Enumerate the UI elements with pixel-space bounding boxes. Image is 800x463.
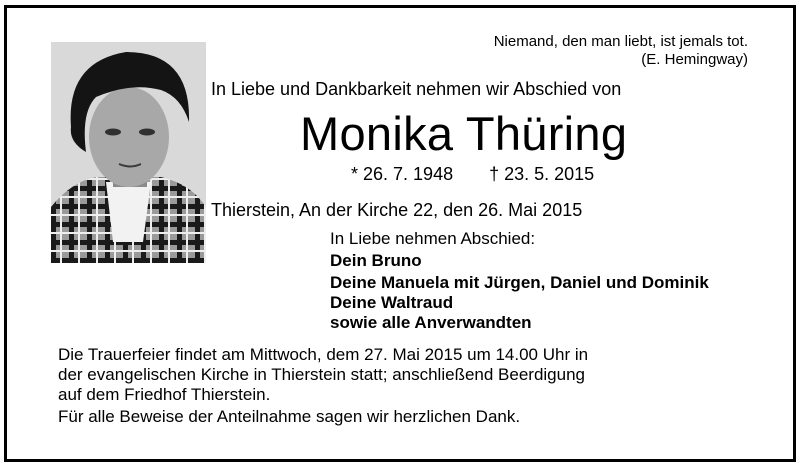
mourner-line: Dein Bruno xyxy=(330,251,422,270)
life-dates xyxy=(351,164,594,185)
birth-date: * 26. 7. 1948 xyxy=(351,164,454,184)
service-line: Die Trauerfeier findet am Mittwoch, dem 27. Mai 2015 um 14.00 Uhr in xyxy=(58,345,589,364)
mourner-line: Deine Manuela mit Jürgen, Daniel und Dominik xyxy=(330,273,709,292)
death-date: † 23. 5. 2015 xyxy=(489,164,595,184)
service-line: der evangelischen Kirche in Thierstein statt; anschließend Beerdigung xyxy=(58,365,585,384)
quote-author: (E. Hemingway) xyxy=(641,51,748,68)
deceased-name: Monika Thüring xyxy=(300,107,628,160)
portrait-photo xyxy=(51,42,206,263)
mourner-line: sowie alle Anverwandten xyxy=(330,313,532,332)
mourners-heading: In Liebe nehmen Abschied: xyxy=(330,229,536,248)
mourner-line: Deine Waltraud xyxy=(330,293,454,312)
service-line: auf dem Friedhof Thierstein. xyxy=(58,385,271,404)
intro-text: In Liebe und Dankbarkeit nehmen wir Abschied von xyxy=(211,79,622,99)
place-and-date: Thierstein, An der Kirche 22, den 26. Mai 2015 xyxy=(211,200,583,220)
thanks-text: Für alle Beweise der Anteilnahme sagen wir herzlichen Dank. xyxy=(58,407,521,426)
quote-text: Niemand, den man liebt, ist jemals tot. xyxy=(493,33,748,50)
